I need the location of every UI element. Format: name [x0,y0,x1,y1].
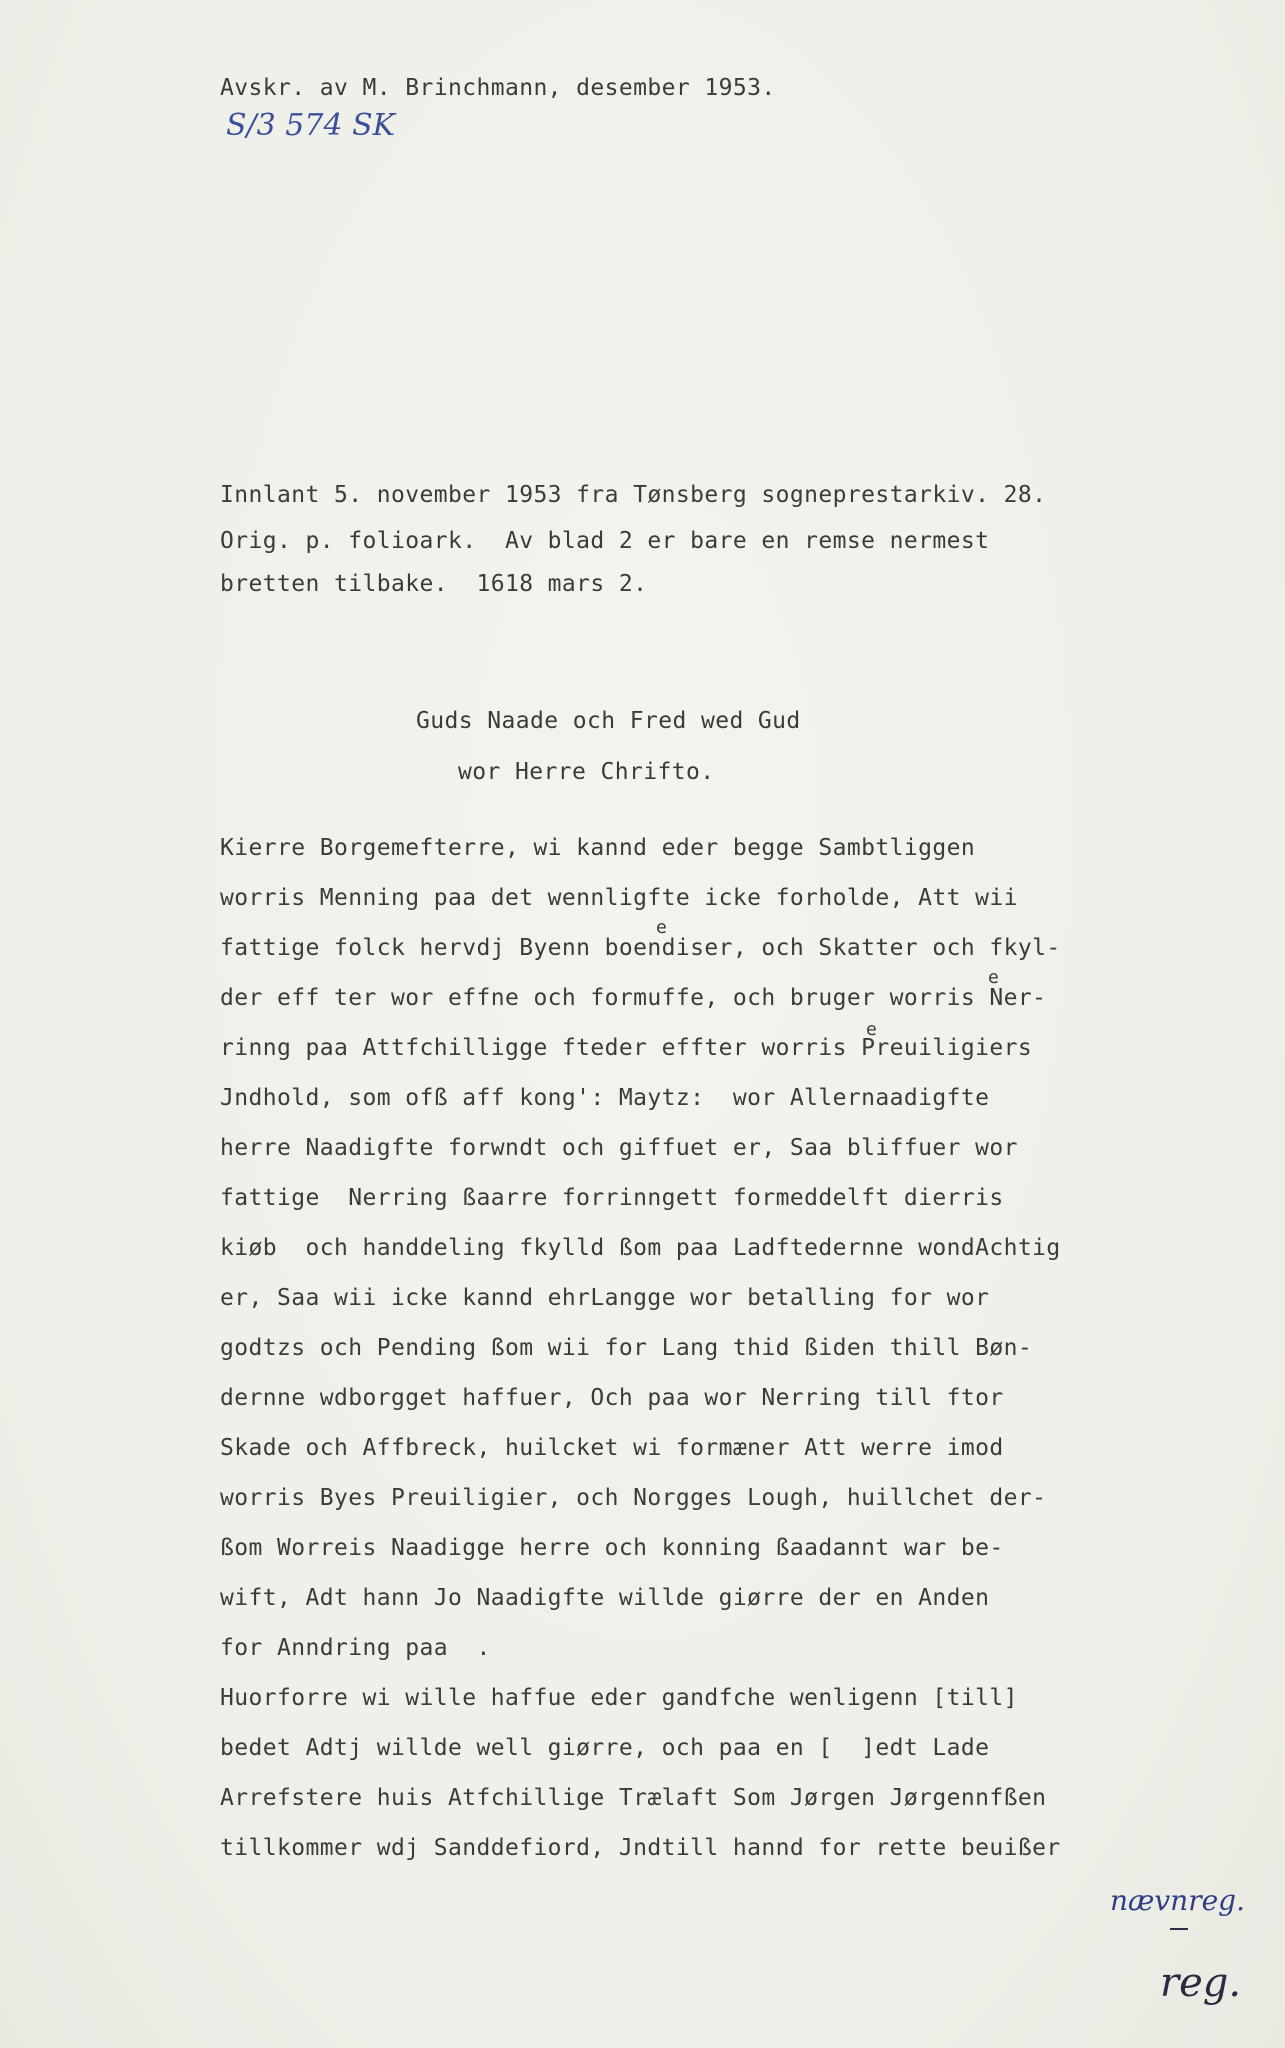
letter-line: fattige Nerring ßaarre forrinngett formeddelft dierris [220,1185,1004,1211]
transcription-note: Avskr. av M. Brinchmann, desember 1953. [220,75,776,101]
letter-line: kiøb och handdeling fkylld ßom paa Ladftedernne wondAchtig [220,1235,1061,1261]
letter-line: Huorforre wi wille haffue eder gandfche wenligenn [till] [220,1685,1018,1711]
letter-line: tillkommer wdj Sanddefiord, Jndtill hannd for rette beuißer [220,1835,1061,1861]
letter-line: rinng paa Attfchilligge fteder effter worris Preuiligiers [220,1035,1033,1061]
letter-line: fattige folck hervdj Byenn boendiser, och Skatter och fkyl- [220,935,1061,961]
letter-line: worris Byes Preuiligier, och Norgges Lough, huillchet der- [220,1485,1047,1511]
letter-line: Skade och Affbreck, huilcket wi formæner Att werre imod [220,1435,1004,1461]
margin-note-nevnreg: nævnreg. [1110,1884,1245,1917]
letter-line: dernne wdborgget haffuer, Och paa wor Nerring till ftor [220,1385,1004,1411]
letter-line: Jndhold, som ofß aff kong': Maytz: wor Allernaadigfte [220,1085,990,1111]
letter-line: Kierre Borgemefterre, wi kannd eder begge Sambtliggen [220,835,976,861]
interlinear-mark: e [656,917,668,938]
letter-line: for Anndring paa . [220,1635,491,1661]
letter-line: godtzs och Pending ßom wii for Lang thid ßiden thill Bøn- [220,1335,1033,1361]
interlinear-mark: e [866,1019,878,1040]
letter-line: der eff ter wor effne och formuffe, och bruger worris Ner- [220,985,1047,1011]
letter-line: Arrefstere huis Atfchillige Trælaft Som Jørgen Jørgennfßen [220,1785,1047,1811]
letter-line: er, Saa wii icke kannd ehrLangge wor betalling for wor [220,1285,990,1311]
intro-line: Orig. p. folioark. Av blad 2 er bare en remse nermest [220,528,990,554]
letter-line: ßom Worreis Naadigge herre och konning ßaadannt war be- [220,1535,1004,1561]
salutation-line-2: wor Herre Chrifto. [458,759,715,785]
archive-handwritten-note: S/3 574 SK [226,108,396,143]
letter-line: worris Menning paa det wennligfte icke forholde, Att wii [220,885,1018,911]
intro-line: bretten tilbake. 1618 mars 2. [220,571,648,597]
letter-line: wift, Adt hann Jo Naadigfte willde giørre der en Anden [220,1585,990,1611]
margin-dash [1170,1928,1188,1930]
salutation-line-1: Guds Naade och Fred wed Gud [416,708,801,734]
letter-line: herre Naadigfte forwndt och giffuet er, Saa bliffuer wor [220,1135,1018,1161]
margin-note-reg: reg. [1160,1960,1242,2006]
interlinear-mark: e [988,967,1000,988]
intro-line: Innlant 5. november 1953 fra Tønsberg sogneprestarkiv. 28. [220,482,1047,508]
letter-line: bedet Adtj willde well giørre, och paa en [ ]edt Lade [220,1735,990,1761]
